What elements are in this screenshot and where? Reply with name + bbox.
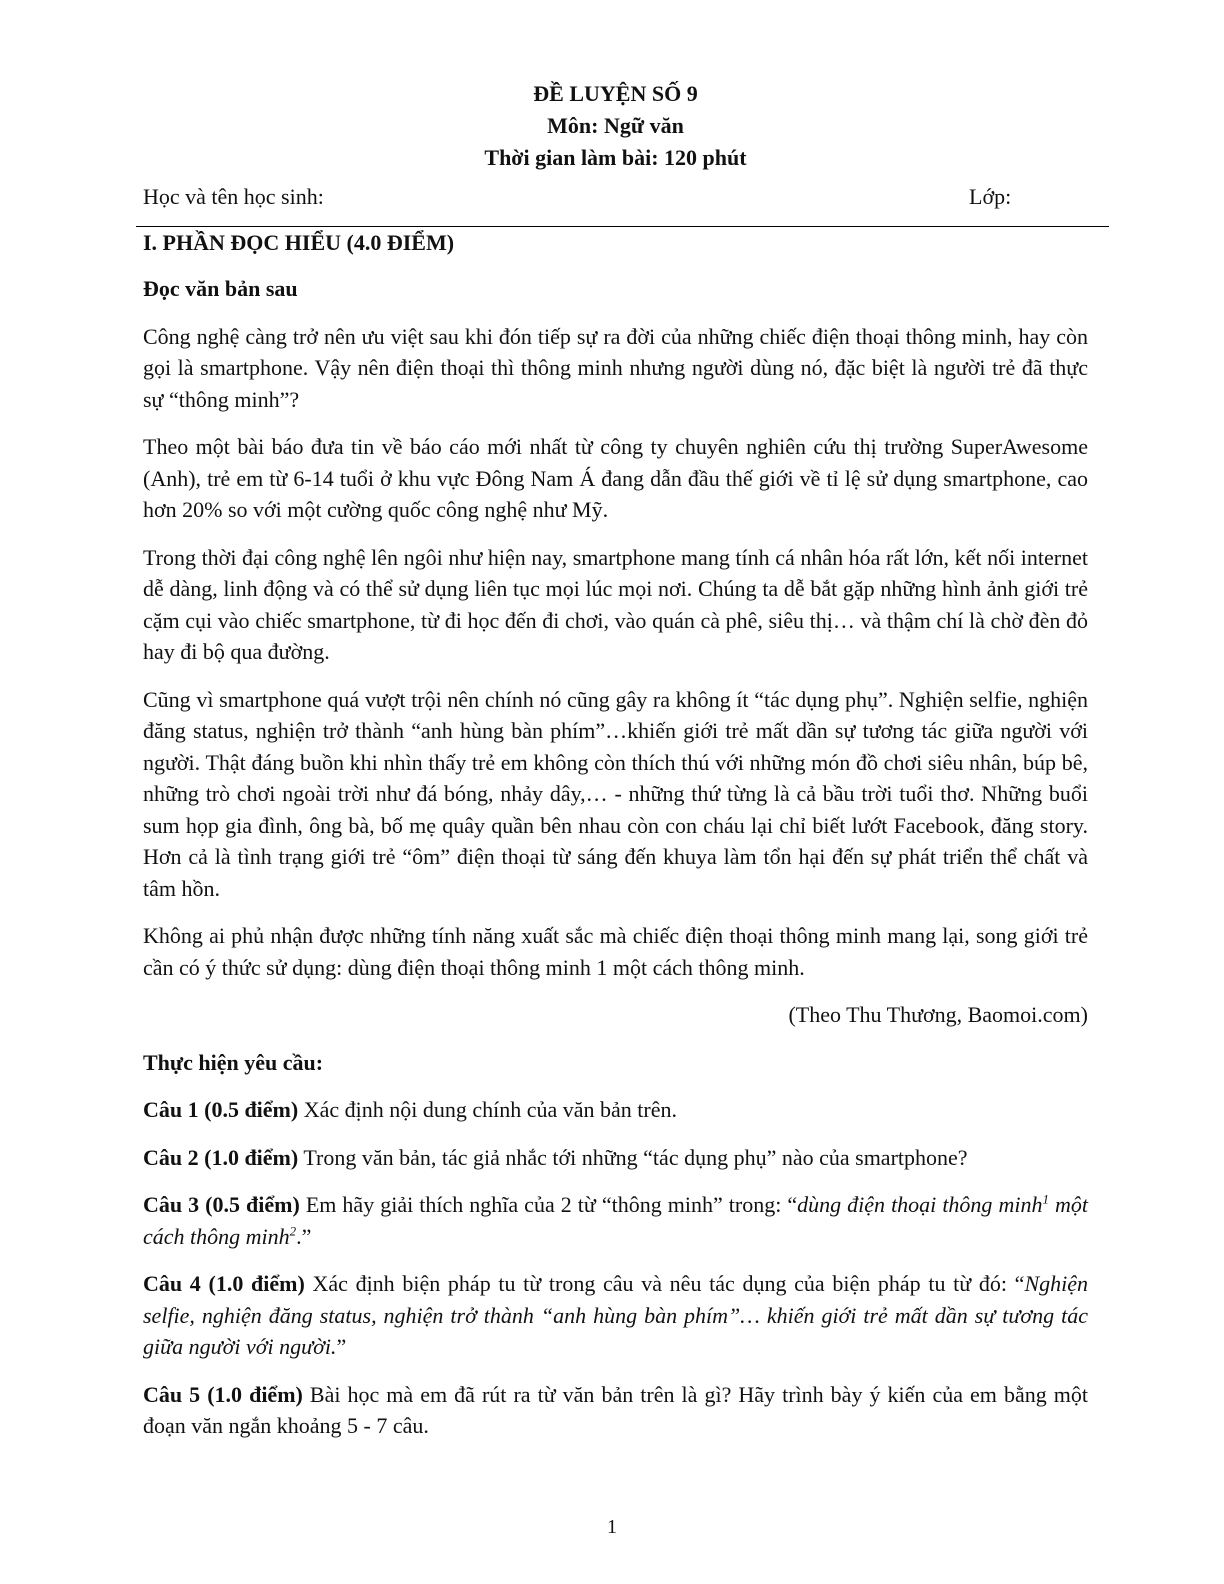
exam-subject: Môn: Ngữ văn [547, 113, 684, 138]
quote-end: .” [296, 1223, 312, 1249]
tasks-label: Thực hiện yêu cầu: [143, 1049, 324, 1075]
question-label: Câu 2 (1.0 điểm) [143, 1144, 299, 1170]
question-4 [143, 1268, 1088, 1363]
question-text: Em hãy giải thích nghĩa của 2 từ “thông minh” trong: “ [299, 1192, 798, 1217]
read-label: Đọc văn bản sau [143, 276, 298, 301]
question-2 [143, 1142, 1088, 1174]
question-text: Xác định biện pháp tu từ trong câu và nêu tác dụng của biện pháp tu từ đó: “ [304, 1271, 1025, 1296]
quote-part: một cách thông minh [143, 1192, 1089, 1249]
header-divider [136, 226, 1109, 227]
question-text: Trong văn bản, tác giả nhắc tới những “tác dụng phụ” nào của smartphone? [298, 1144, 968, 1170]
exam-title: ĐỀ LUYỆN SỐ 9 [533, 81, 698, 106]
passage-paragraph: Trong thời đại công nghệ lên ngôi như hiện nay, smartphone mang tính cá nhân hóa rất lớn, kết nối internet dễ dàng, linh động và có thể sử dụng liên tục mọi lúc mọi nơi. Chúng ta dễ bắt gặp những hình ảnh giới trẻ cặm cụi vào chiếc smartphone, từ đi học đến đi chơi, vào quán cà phê, siêu thị… và thậm chí là chờ đèn đỏ hay đi bộ qua đường. [143, 544, 1088, 664]
passage-source: (Theo Thu Thương, Baomoi.com) [788, 1002, 1088, 1027]
passage-paragraph: Theo một bài báo đưa tin về báo cáo mới nhất từ công ty chuyên nghiên cứu thị trường SuperAwesome (Anh), trẻ em từ 6-14 tuổi ở khu vực Đông Nam Á đang dẫn đầu thế giới về tỉ lệ sử dụng smartphone, cao hơn 20% so với một cường quốc công nghệ như Mỹ. [143, 434, 1088, 522]
student-info-row [143, 182, 1088, 212]
question-label: Câu 1 (0.5 điểm) [143, 1097, 299, 1122]
question-text: Bài học mà em đã rút ra từ văn bản trên là gì? Hãy trình bày ý kiến của em bằng một đoạn văn ngắn khoảng 5 - 7 câu. [143, 1381, 1088, 1438]
passage-paragraph: Cũng vì smartphone quá vượt trội nên chính nó cũng gây ra không ít “tác dụng phụ”. Nghiện selfie, nghiện đăng status, nghiện trở thành “anh hùng bàn phím”…khiến giới trẻ mất dần sự tương tác giữa người với người. Thật đáng buồn khi nhìn thấy trẻ em không còn thích thú với những món đồ chơi siêu nhân, búp bê, những trò chơi ngoài trời như đá bóng, nhảy dây,… - những thứ từng là cả bầu trời tuổi thơ. Những buổi sum họp gia đình, ông bà, bố mẹ quây quần bên nhau còn con cháu lại chỉ biết lướt Facebook, đăng story. Hơn cả là tình trạng giới trẻ “ôm” điện thoại từ sáng đến khuya làm tổn hại đến sự phát triển thể chất và tâm hồn. [143, 686, 1088, 901]
quote-part: Nghiện selfie, nghiện đăng status, nghiện trở thành “anh hùng bàn phím”… khiến giới trẻ mất dần sự tương tác giữa người với người. [143, 1271, 1089, 1359]
exam-time: Thời gian làm bài: 120 phút [484, 145, 747, 170]
quote-end: ” [336, 1334, 347, 1359]
question-label: Câu 5 (1.0 điểm) [143, 1381, 303, 1407]
question-3 [143, 1189, 1088, 1252]
section-body [143, 273, 1088, 1458]
section-heading: I. PHẦN ĐỌC HIỂU (4.0 ĐIỂM) [143, 230, 455, 255]
passage-paragraph: Công nghệ càng trở nên ưu việt sau khi đón tiếp sự ra đời của những chiếc điện thoại thông minh, hay còn gọi là smartphone. Vậy nên điện thoại thì thông minh nhưng người dùng nó, đặc biệt là người trẻ đã thực sự “thông minh”? [143, 323, 1088, 412]
superscript: 2 [289, 1223, 297, 1239]
passage-paragraph: Không ai phủ nhận được những tính năng xuất sắc mà chiếc điện thoại thông minh mang lại, song giới trẻ cần có ý thức sử dụng: dùng điện thoại thông minh 1 một cách thông minh. [143, 923, 1088, 980]
question-label: Câu 4 (1.0 điểm) [143, 1271, 305, 1296]
question-label: Câu 3 (0.5 điểm) [143, 1192, 300, 1217]
question-text: Xác định nội dung chính của văn bản trên. [298, 1097, 677, 1122]
question-5 [143, 1379, 1088, 1442]
student-name-label: Học và tên học sinh: [143, 184, 324, 209]
question-1 [143, 1094, 1088, 1126]
class-label: Lớp: [969, 184, 1012, 209]
exam-header [143, 78, 1088, 174]
page-number: 1 [607, 1516, 617, 1538]
page-header [143, 78, 1088, 212]
superscript: 1 [1042, 1191, 1049, 1207]
quote-part: dùng điện thoại thông minh [797, 1192, 1043, 1217]
